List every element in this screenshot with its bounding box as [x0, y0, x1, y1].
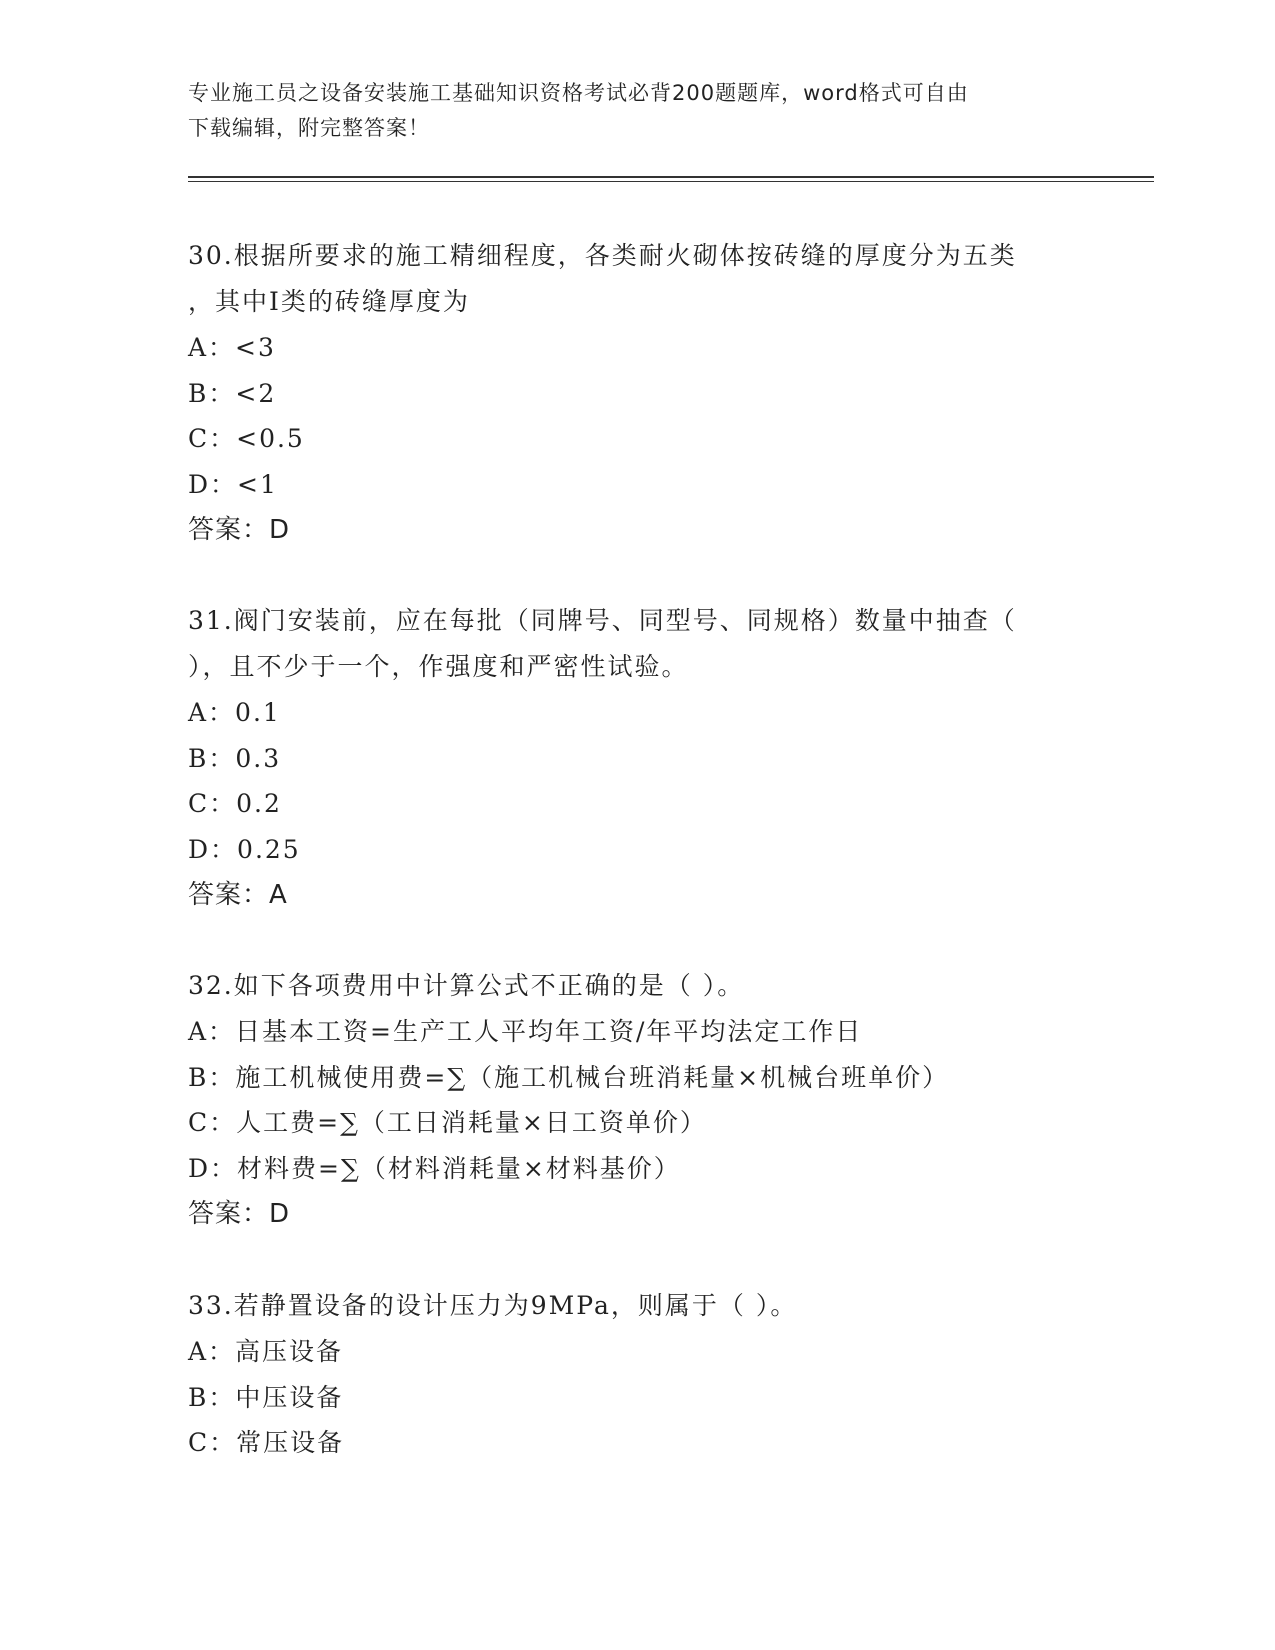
header-line-2: 下载编辑，附完整答案！ [188, 116, 430, 140]
header-line-1: 专业施工员之设备安装施工基础知识资格考试必背200题题库，word格式可自由 [188, 81, 969, 105]
option-a: A：<3 [188, 333, 276, 362]
option-a: A：日基本工资=生产工人平均年工资/年平均法定工作日 [188, 1017, 863, 1046]
question-stem-line-1: 30.根据所要求的施工精细程度，各类耐火砌体按砖缝的厚度分为五类 [188, 241, 1017, 270]
option-d: D：0.25 [188, 834, 301, 864]
option-d: D：<1 [188, 469, 278, 499]
option-d: D：材料费=∑（材料消耗量×材料基价） [188, 1153, 681, 1183]
option-c: C：0.2 [188, 789, 282, 818]
option-b: B：<2 [188, 378, 277, 408]
answer: 答案：D [188, 1199, 291, 1229]
question-31 [188, 598, 1088, 918]
option-c: C：人工费=∑（工日消耗量×日工资单价） [188, 1108, 707, 1137]
answer: 答案：A [188, 880, 288, 910]
option-a: A：0.1 [188, 698, 281, 727]
header-divider-thin [188, 181, 1154, 182]
question-stem-line-2: ，其中Ⅰ类的砖缝厚度为 [188, 287, 470, 316]
question-stem-line-1: 31.阀门安装前，应在每批（同牌号、同型号、同规格）数量中抽查（ [188, 606, 1017, 635]
question-33 [188, 1283, 1088, 1466]
question-30 [188, 233, 1088, 553]
header-divider-thick [188, 176, 1154, 178]
option-c: C：<0.5 [188, 424, 305, 453]
question-stem-line-2: ），且不少于一个，作强度和严密性试验。 [188, 652, 689, 681]
question-stem-line-1: 33.若静置设备的设计压力为9MPa，则属于（ ）。 [188, 1291, 798, 1320]
question-32 [188, 963, 1088, 1237]
option-b: B：中压设备 [188, 1382, 344, 1412]
document-header [188, 76, 1088, 146]
option-b: B：施工机械使用费=∑（施工机械台班消耗量×机械台班单价） [188, 1062, 950, 1092]
option-a: A：高压设备 [188, 1337, 344, 1366]
option-b: B：0.3 [188, 743, 282, 773]
answer: 答案：D [188, 515, 291, 545]
option-c: C：常压设备 [188, 1428, 345, 1457]
question-stem-line-1: 32.如下各项费用中计算公式不正确的是（ ）。 [188, 971, 745, 1000]
